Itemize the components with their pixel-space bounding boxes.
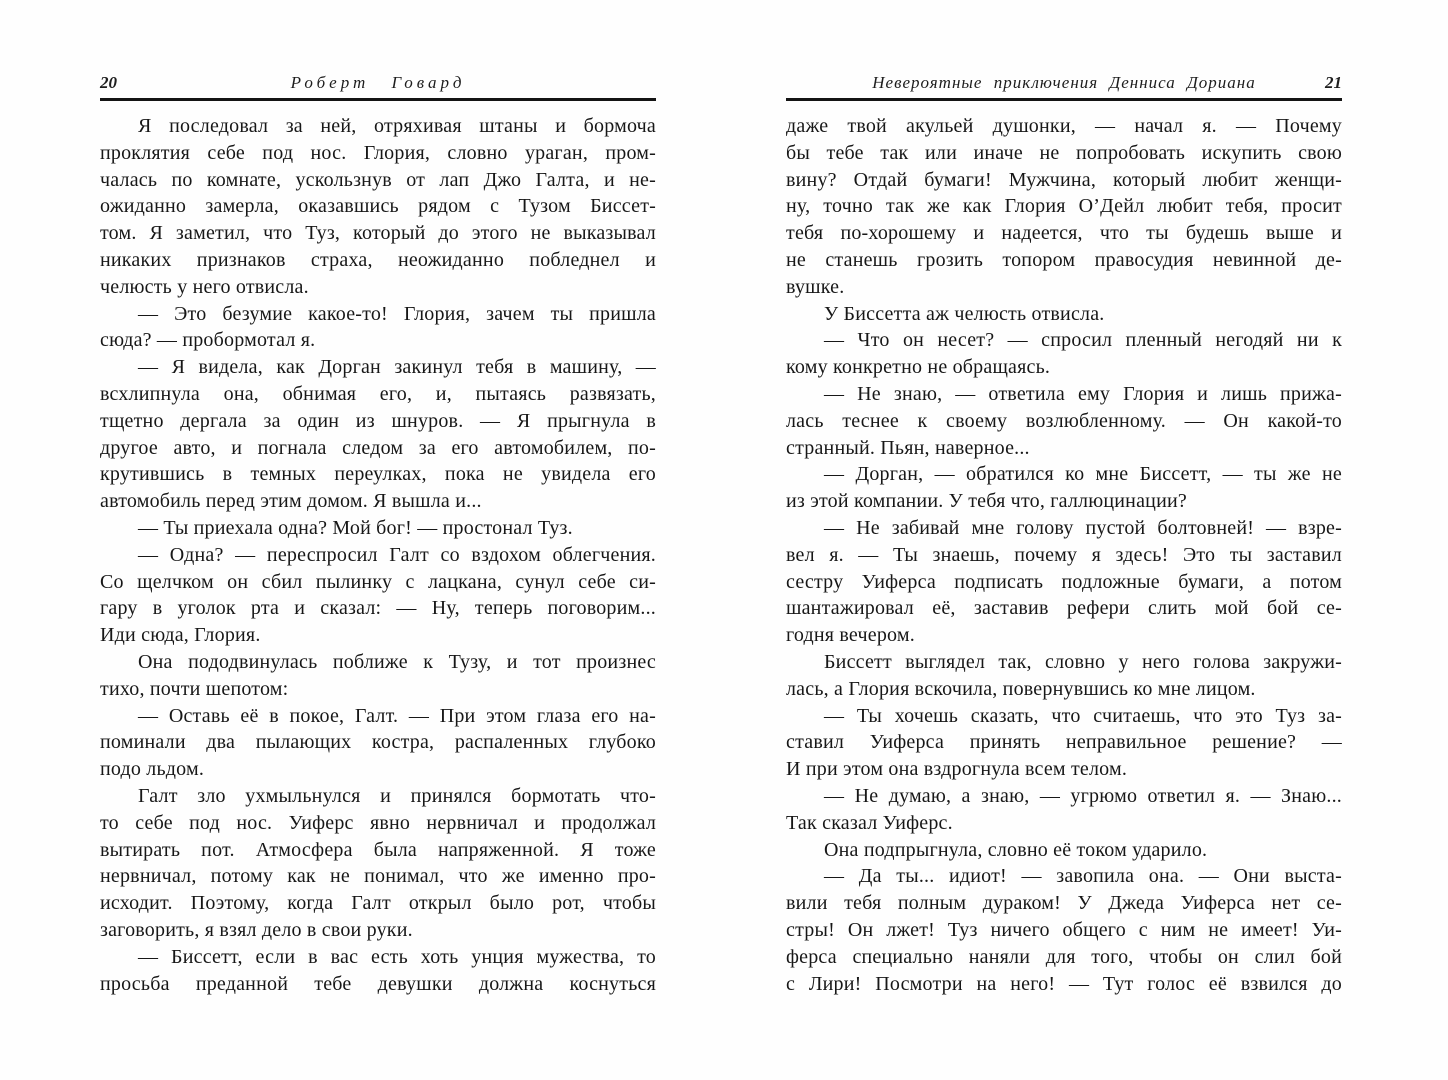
text-line: — Ты хочешь сказать, что считаешь, что это Туз за- (824, 704, 1342, 727)
text-line: исходит. Поэтому, когда Галт открыл было рот, чтобы (100, 892, 656, 915)
text-line: тщетно дергала за один из шнуров. — Я прыгнула в (100, 409, 656, 432)
text-line: том. Я заметил, что Туз, который до этого не выказывал (100, 222, 656, 245)
text-line: бы тебе так или иначе не попробовать искупить свою (786, 141, 1342, 164)
right-page-text (786, 113, 1342, 997)
right-header-rule (786, 98, 1342, 101)
text-line: вытирать пот. Атмосфера была напряженной. Я тоже (100, 838, 656, 861)
text-line: из этой компании. У тебя что, галлюцинации? (786, 490, 1187, 513)
text-line: ожиданно замерла, оказавшись рядом с Тузом Биссет- (100, 195, 656, 218)
paragraph (100, 354, 656, 515)
paragraph (100, 542, 656, 649)
text-line: стры! Он лжет! Туз ничего общего с ним не имеет! Уи- (786, 918, 1342, 941)
text-line: сестру Уиферса подписать подложные бумаги, а потом (786, 570, 1342, 593)
text-line: Иди сюда, Глория. (100, 624, 261, 647)
text-line: автомобиль перед этим домом. Я вышла и... (100, 490, 482, 513)
text-line: Биссетт выглядел так, словно у него голова закружи- (824, 650, 1342, 673)
text-line: — Ты приехала одна? Мой бог! — простонал Туз. (138, 516, 573, 539)
text-line: Так сказал Уиферс. (786, 811, 953, 834)
text-line: не станешь грозить топором правосудия невинной де- (786, 248, 1342, 271)
paragraph (786, 649, 1342, 703)
text-line: — Не забивай мне голову пустой болтовней! — взре- (824, 516, 1342, 539)
text-line: ставил Уиферса принять неправильное решение? — (786, 731, 1342, 754)
text-line: просьба преданной тебе девушки должна коснуться (100, 972, 656, 995)
text-line: — Одна? — переспросил Галт со вздохом облегчения. (138, 543, 656, 566)
text-line: — Не думаю, а знаю, — угрюмо ответил я. — Знаю... (824, 784, 1342, 807)
text-line: — Да ты... идиот! — завопила она. — Они выста- (824, 865, 1342, 888)
paragraph (786, 113, 1342, 301)
text-line: другое авто, и погнала следом за его автомобилем, по- (100, 436, 656, 459)
text-line: Я последовал за ней, отряхивая штаны и бормоча (138, 115, 656, 137)
text-line: вел я. — Ты знаешь, почему я здесь! Это ты заставил (786, 543, 1342, 566)
text-line: И при этом она вздрогнула всем телом. (786, 758, 1128, 781)
text-line: поминали два пылающих костра, распаленных глубоко (100, 731, 656, 754)
text-line: вили тебя полным дураком! У Джеда Уиферса нет се- (786, 892, 1342, 915)
text-line: то себе под нос. Уиферс явно нервничал и продолжал (100, 811, 656, 834)
right-page-number: 21 (1325, 73, 1342, 92)
text-line: челюсть у него отвисла. (100, 275, 309, 298)
text-line: — Это безумие какое-то! Глория, зачем ты пришла (138, 302, 656, 325)
text-line: даже твой акульей душонки, — начал я. — Почему (786, 115, 1342, 137)
text-line: — Дорган, — обратился ко мне Биссетт, — ты же не (824, 463, 1342, 486)
paragraph (100, 515, 656, 542)
left-page (100, 72, 656, 997)
text-line: У Биссетта аж челюсть отвисла. (824, 302, 1105, 325)
text-line: ферса специально наняли для того, чтобы он слил бой (786, 945, 1342, 968)
paragraph (786, 301, 1342, 328)
text-line: ну, точно так же как Глория О’Дейл любит тебя, просит (786, 195, 1342, 218)
text-line: подо льдом. (100, 758, 205, 781)
text-line: вушке. (786, 275, 845, 298)
paragraph (786, 461, 1342, 515)
paragraph (100, 649, 656, 703)
text-line: Галт зло ухмыльнулся и принялся бормотать что- (138, 784, 656, 807)
text-line: — Что он несет? — спросил пленный негодяй ни к (824, 329, 1342, 352)
running-title-book: Невероятные приключения Денниса Дориана (872, 73, 1256, 92)
text-line: чалась по комнате, ускользнув от лап Джо Галта, и не- (100, 168, 656, 191)
paragraph (786, 381, 1342, 461)
text-line: шантажировал её, заставив рефери слить мой бой се- (786, 597, 1342, 620)
paragraph (100, 703, 656, 783)
text-line: — Я видела, как Дорган закинул тебя в машину, — (138, 356, 656, 379)
left-page-text (100, 113, 656, 997)
text-line: странный. Пьян, наверное... (786, 436, 1030, 459)
paragraph (100, 113, 656, 301)
running-title-author: Роберт Говард (290, 73, 466, 92)
paragraph (786, 515, 1342, 649)
text-line: вину? Отдай бумаги! Мужчина, который любит женщи- (786, 168, 1342, 191)
text-line: Она пододвинулась поближе к Тузу, и тот произнес (138, 650, 656, 673)
paragraph (100, 783, 656, 944)
paragraph (786, 703, 1342, 783)
text-line: никаких признаков страха, неожиданно побледнел и (100, 248, 656, 271)
text-line: всхлипнула она, обнимая его, и, пытаясь развязать, (100, 382, 656, 405)
text-line: годня вечером. (786, 624, 915, 647)
paragraph (786, 783, 1342, 837)
text-line: тебя по-хорошему и надеется, что ты будешь выше и (786, 222, 1342, 245)
text-line: тихо, почти шепотом: (100, 677, 289, 700)
paragraph (100, 301, 656, 355)
left-header-rule (100, 98, 656, 101)
right-page (786, 72, 1342, 997)
paragraph (786, 327, 1342, 381)
text-line: гару в уголок рта и сказал: — Ну, теперь поговорим... (100, 597, 656, 620)
text-line: с Лири! Посмотри на него! — Тут голос её взвился до (786, 972, 1342, 995)
text-line: Она подпрыгнула, словно её током ударило. (824, 838, 1208, 861)
text-line: проклятия себе под нос. Глория, словно ураган, пром- (100, 141, 656, 164)
text-line: сюда? — пробормотал я. (100, 329, 316, 352)
paragraph (786, 863, 1342, 997)
left-page-number: 20 (100, 73, 117, 92)
left-running-head (100, 72, 656, 94)
text-line: кому конкретно не обращаясь. (786, 356, 1051, 379)
text-line: — Оставь её в покое, Галт. — При этом глаза его на- (138, 704, 656, 727)
text-line: — Не знаю, — ответила ему Глория и лишь прижа- (824, 382, 1342, 405)
paragraph (100, 944, 656, 998)
text-line: заговорить, я взял дело в свои руки. (100, 918, 413, 941)
text-line: Со щелчком он сбил пылинку с лацкана, сунул себе си- (100, 570, 656, 593)
text-line: лась, а Глория вскочила, повернувшись ко мне лицом. (786, 677, 1256, 700)
right-running-head (786, 72, 1342, 94)
paragraph (786, 837, 1342, 864)
text-line: лась теснее к своему возлюбленному. — Он какой-то (786, 409, 1342, 432)
text-line: — Биссетт, если в вас есть хоть унция мужества, то (138, 945, 656, 968)
text-line: крутившись в темных переулках, пока не увидела его (100, 463, 656, 486)
text-line: нервничал, потому как не понимал, что же именно про- (100, 865, 656, 888)
